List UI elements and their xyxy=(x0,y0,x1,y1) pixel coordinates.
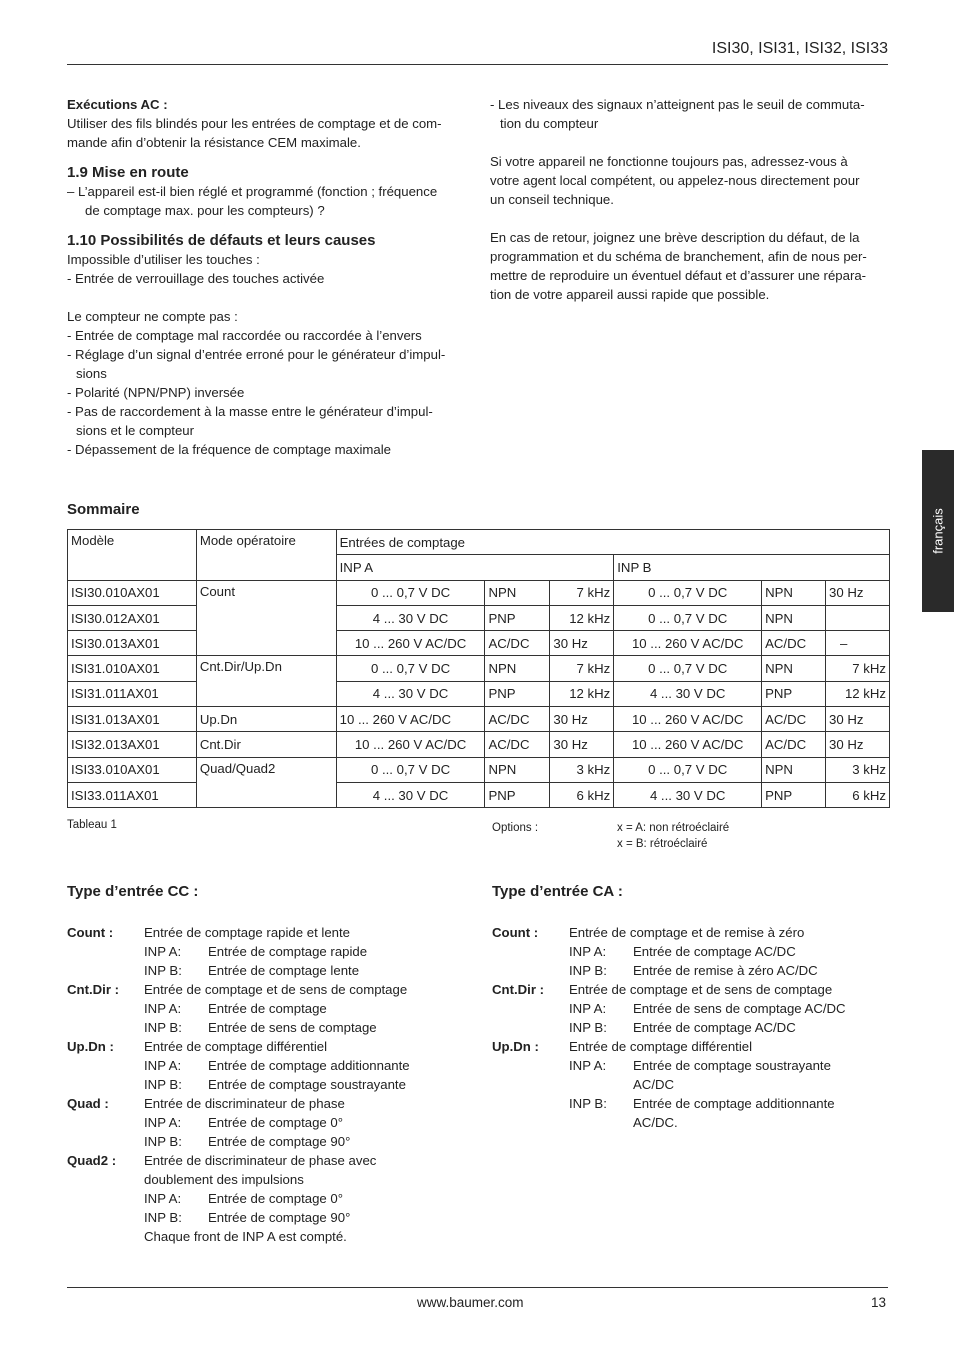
inp-a-label: INP A: xyxy=(144,1058,182,1073)
inp-a-label: INP A: xyxy=(144,1191,182,1206)
cell: PNP xyxy=(485,681,550,706)
right-line: programmation et du schéma de branchement, afin de nous per- xyxy=(490,249,867,264)
cell: 30 Hz xyxy=(550,732,614,757)
model-cell: ISI33.010AX01 xyxy=(68,757,197,782)
ca-updn-inp-b: Entrée de comptage additionnante xyxy=(633,1096,835,1111)
cell: NPN xyxy=(485,656,550,681)
model-cell: ISI33.011AX01 xyxy=(68,782,197,807)
cell: AC/DC xyxy=(485,707,550,732)
cc-count-label: Count : xyxy=(67,925,114,940)
s110-line: Impossible d’utiliser les touches : xyxy=(67,252,260,267)
cell: 0 ... 0,7 V DC xyxy=(336,580,485,605)
ca-count-inp-a: Entrée de comptage AC/DC xyxy=(633,944,796,959)
table-row xyxy=(68,732,890,757)
ca-count-desc: Entrée de comptage et de remise à zéro xyxy=(569,925,805,940)
ca-count-inp-b: Entrée de remise à zéro AC/DC xyxy=(633,963,818,978)
type-cc-definitions xyxy=(67,923,467,1253)
model-cell: ISI30.010AX01 xyxy=(68,580,197,605)
ac-label: Exécutions AC : xyxy=(67,97,168,112)
ca-updn-desc: Entrée de comptage différentiel xyxy=(569,1039,753,1054)
cell: 7 kHz xyxy=(550,656,614,681)
cc-updn-inp-b: Entrée de comptage soustrayante xyxy=(208,1077,406,1092)
ca-updn-inp-a-cont: AC/DC xyxy=(633,1077,675,1092)
cell: 10 ... 260 V AC/DC xyxy=(336,631,485,656)
cell: 0 ... 0,7 V DC xyxy=(614,656,762,681)
cell: AC/DC xyxy=(762,631,826,656)
mode-cell: Quad/Quad2 xyxy=(196,757,336,808)
cell: 0 ... 0,7 V DC xyxy=(614,605,762,630)
header-inp-a: INP A xyxy=(336,555,614,580)
ca-cntdir-inp-a: Entrée de sens de comptage AC/DC xyxy=(633,1001,846,1016)
cell: 6 kHz xyxy=(550,782,614,807)
cc-quad2-note: Chaque front de INP A est compté. xyxy=(144,1229,347,1244)
table-row xyxy=(68,605,890,630)
cell: 10 ... 260 V AC/DC xyxy=(614,707,762,732)
model-cell: ISI31.013AX01 xyxy=(68,707,197,732)
page-number: 13 xyxy=(870,1295,886,1310)
section-1-9-heading: 1.9 Mise en route xyxy=(67,164,189,181)
cell: 3 kHz xyxy=(826,757,890,782)
cell: 10 ... 260 V AC/DC xyxy=(336,707,485,732)
cell: 10 ... 260 V AC/DC xyxy=(614,732,762,757)
type-ca-definitions xyxy=(492,923,890,1143)
inp-b-label: INP B: xyxy=(144,963,182,978)
inp-b-label: INP B: xyxy=(569,1096,607,1111)
s110-line: - Entrée de comptage mal raccordée ou raccordée à l’envers xyxy=(67,328,422,343)
summary-heading: Sommaire xyxy=(67,501,140,518)
cell: AC/DC xyxy=(485,631,550,656)
cc-quad2-desc: Entrée de discriminateur de phase avec xyxy=(144,1153,377,1168)
cell: 0 ... 0,7 V DC xyxy=(614,580,762,605)
inp-a-label: INP A: xyxy=(144,1115,182,1130)
s19-item-cont: de comptage max. pour les compteurs) ? xyxy=(85,203,325,218)
cell: NPN xyxy=(485,580,550,605)
cell: 10 ... 260 V AC/DC xyxy=(614,631,762,656)
inp-a-label: INP A: xyxy=(569,944,607,959)
cell: 30 Hz xyxy=(550,707,614,732)
header-inputs: Entrées de comptage xyxy=(336,530,889,555)
table-header-row xyxy=(68,530,890,555)
ca-cntdir-label: Cnt.Dir : xyxy=(492,982,545,997)
s110-line: - Dépassement de la fréquence de comptage maximale xyxy=(67,442,392,457)
table-row xyxy=(68,782,890,807)
inp-a-label: INP A: xyxy=(144,1001,182,1016)
inp-a-label: INP A: xyxy=(144,944,182,959)
cell: NPN xyxy=(762,656,826,681)
table-caption: Tableau 1 xyxy=(67,819,117,831)
cell: AC/DC xyxy=(762,732,826,757)
section-1-10-heading: 1.10 Possibilités de défauts et leurs causes xyxy=(67,232,376,249)
cc-updn-inp-a: Entrée de comptage additionnante xyxy=(208,1058,410,1073)
cc-quad2-inp-b: Entrée de comptage 90° xyxy=(208,1210,351,1225)
cell: PNP xyxy=(485,782,550,807)
s110-line: - Entrée de verrouillage des touches activée xyxy=(67,271,325,286)
table-row xyxy=(68,631,890,656)
cell: 30 Hz xyxy=(550,631,614,656)
cell: 12 kHz xyxy=(550,681,614,706)
cc-count-inp-a: Entrée de comptage rapide xyxy=(208,944,368,959)
cell: 4 ... 30 V DC xyxy=(614,782,762,807)
cell: PNP xyxy=(762,681,826,706)
footer-url[interactable]: www.baumer.com xyxy=(417,1295,524,1310)
cell: 4 ... 30 V DC xyxy=(336,605,485,630)
header-inp-b: INP B xyxy=(614,555,890,580)
cell: PNP xyxy=(762,782,826,807)
cc-quad-desc: Entrée de discriminateur de phase xyxy=(144,1096,345,1111)
inp-b-label: INP B: xyxy=(144,1134,182,1149)
s110-line: sions et le compteur xyxy=(76,423,195,438)
cc-updn-desc: Entrée de comptage différentiel xyxy=(144,1039,328,1054)
ac-text-line: Utiliser des fils blindés pour les entrées de comptage et de com- xyxy=(67,116,442,131)
cell: 0 ... 0,7 V DC xyxy=(614,757,762,782)
cell: 4 ... 30 V DC xyxy=(336,782,485,807)
model-cell: ISI32.013AX01 xyxy=(68,732,197,757)
inp-b-label: INP B: xyxy=(144,1210,182,1225)
cell: 12 kHz xyxy=(826,681,890,706)
inp-b-label: INP B: xyxy=(144,1077,182,1092)
cell: 4 ... 30 V DC xyxy=(336,681,485,706)
cc-count-desc: Entrée de comptage rapide et lente xyxy=(144,925,351,940)
cell xyxy=(826,605,890,630)
cell: 3 kHz xyxy=(550,757,614,782)
cc-cntdir-inp-a: Entrée de comptage xyxy=(208,1001,327,1016)
ca-updn-label: Up.Dn : xyxy=(492,1039,539,1054)
type-ca-heading: Type d’entrée CA : xyxy=(492,883,623,900)
cell: 30 Hz xyxy=(826,732,890,757)
right-line: - Les niveaux des signaux n’atteignent pas le seuil de commuta- xyxy=(490,97,865,112)
model-cell: ISI31.010AX01 xyxy=(68,656,197,681)
s110-line: - Polarité (NPN/PNP) inversée xyxy=(67,385,245,400)
cell: AC/DC xyxy=(762,707,826,732)
ca-count-label: Count : xyxy=(492,925,539,940)
cell: AC/DC xyxy=(485,732,550,757)
option-b: x = B: rétroéclairé xyxy=(617,838,708,850)
cc-updn-label: Up.Dn : xyxy=(67,1039,114,1054)
cc-cntdir-desc: Entrée de comptage et de sens de comptage xyxy=(144,982,408,997)
inp-b-label: INP B: xyxy=(569,963,607,978)
right-line: tion du compteur xyxy=(500,116,599,131)
table-row xyxy=(68,707,890,732)
right-line: Si votre appareil ne fonctionne toujours pas, adressez-vous à xyxy=(490,154,848,169)
header-mode: Mode opératoire xyxy=(196,530,336,581)
cell: NPN xyxy=(762,580,826,605)
s110-line: - Pas de raccordement à la masse entre le générateur d’impul- xyxy=(67,404,433,419)
cc-quad2-inp-a: Entrée de comptage 0° xyxy=(208,1191,344,1206)
ac-text-line: mande afin d’obtenir la résistance CEM maximale. xyxy=(67,135,361,150)
model-cell: ISI31.011AX01 xyxy=(68,681,197,706)
right-line: tion de votre appareil aussi rapide que possible. xyxy=(490,287,770,302)
type-cc-heading: Type d’entrée CC : xyxy=(67,883,199,900)
cc-cntdir-inp-b: Entrée de sens de comptage xyxy=(208,1020,377,1035)
cell: 7 kHz xyxy=(550,580,614,605)
mode-cell: Up.Dn xyxy=(196,707,336,732)
cc-quad-inp-b: Entrée de comptage 90° xyxy=(208,1134,351,1149)
cell: – xyxy=(826,631,890,656)
right-line: un conseil technique. xyxy=(490,192,614,207)
s110-line: - Réglage d’un signal d’entrée erroné pour le générateur d’impul- xyxy=(67,347,446,362)
language-tab-label: français xyxy=(930,508,946,554)
ca-cntdir-desc: Entrée de comptage et de sens de comptage xyxy=(569,982,833,997)
cell: 4 ... 30 V DC xyxy=(614,681,762,706)
cell: 7 kHz xyxy=(826,656,890,681)
cell: 30 Hz xyxy=(826,707,890,732)
mode-cell: Cnt.Dir xyxy=(196,732,336,757)
table-row xyxy=(68,757,890,782)
cell: NPN xyxy=(485,757,550,782)
s110-line: sions xyxy=(76,366,107,381)
inp-a-label: INP A: xyxy=(569,1001,607,1016)
right-line: votre agent local compétent, ou appelez-nous directement pour xyxy=(490,173,860,188)
options-label: Options : xyxy=(492,822,539,834)
option-a: x = A: non rétroéclairé xyxy=(617,822,730,834)
inp-a-label: INP A: xyxy=(569,1058,607,1073)
footer-rule xyxy=(67,1287,888,1288)
right-line: En cas de retour, joignez une brève description du défaut, de la xyxy=(490,230,860,245)
cc-cntdir-label: Cnt.Dir : xyxy=(67,982,120,997)
cell: PNP xyxy=(485,605,550,630)
cell: 0 ... 0,7 V DC xyxy=(336,656,485,681)
model-cell: ISI30.013AX01 xyxy=(68,631,197,656)
header-rule xyxy=(67,64,888,65)
right-column xyxy=(490,95,890,304)
cell: NPN xyxy=(762,605,826,630)
cc-count-inp-b: Entrée de comptage lente xyxy=(208,963,360,978)
mode-cell: Cnt.Dir/Up.Dn xyxy=(196,656,336,707)
table-row xyxy=(68,580,890,605)
cell: 6 kHz xyxy=(826,782,890,807)
inp-b-label: INP B: xyxy=(569,1020,607,1035)
cc-quad-inp-a: Entrée de comptage 0° xyxy=(208,1115,344,1130)
language-tab xyxy=(922,450,954,612)
document-title: ISI30, ISI31, ISI32, ISI33 xyxy=(711,40,888,57)
s110-line: Le compteur ne compte pas : xyxy=(67,309,238,324)
cell: 30 Hz xyxy=(826,580,890,605)
cell: NPN xyxy=(762,757,826,782)
ca-updn-inp-b-cont: AC/DC. xyxy=(633,1115,678,1130)
cell: 12 kHz xyxy=(550,605,614,630)
ca-updn-inp-a: Entrée de comptage soustrayante xyxy=(633,1058,831,1073)
header-model: Modèle xyxy=(68,530,197,581)
table-row xyxy=(68,681,890,706)
inp-b-label: INP B: xyxy=(144,1020,182,1035)
left-column xyxy=(67,95,462,459)
cell: 0 ... 0,7 V DC xyxy=(336,757,485,782)
mode-cell: Count xyxy=(196,580,336,656)
s19-item: – L’appareil est-il bien réglé et programmé (fonction ; fréquence xyxy=(67,184,438,199)
cc-quad2-desc-cont: doublement des impulsions xyxy=(144,1172,304,1187)
summary-table xyxy=(67,529,890,808)
cell: 10 ... 260 V AC/DC xyxy=(336,732,485,757)
cc-quad-label: Quad : xyxy=(67,1096,109,1111)
model-cell: ISI30.012AX01 xyxy=(68,605,197,630)
table-row xyxy=(68,656,890,681)
ca-cntdir-inp-b: Entrée de comptage AC/DC xyxy=(633,1020,796,1035)
right-line: mettre de reproduire un éventuel défaut et d’assurer une répara- xyxy=(490,268,867,283)
cc-quad2-label: Quad2 : xyxy=(67,1153,117,1168)
